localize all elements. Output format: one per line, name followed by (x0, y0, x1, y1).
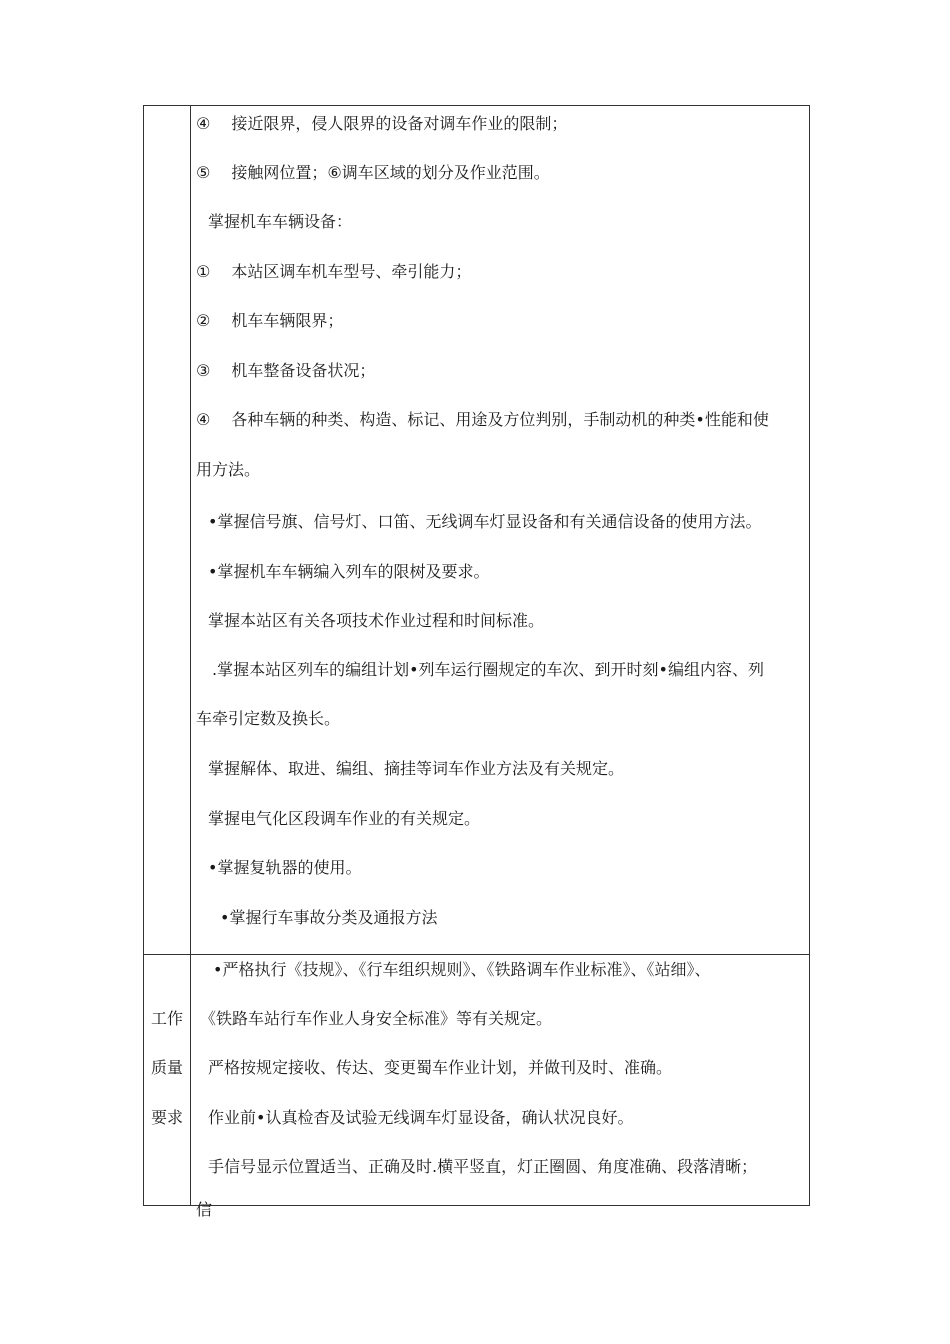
document-table (143, 105, 810, 1219)
text-line: 掌握机车车辆设备： (208, 212, 353, 231)
text-line: 掌握本站区有关各项技术作业过程和时间标准。 (208, 611, 545, 630)
text-line: •掌握机车车辆编入列车的限树及要求。 (208, 562, 490, 581)
text-line: •掌握复轨器的使用。 (208, 858, 362, 877)
text-line: 作业前•认真检杳及试验无线调车灯显设备，确认状况良好。 (208, 1108, 634, 1127)
section-label: 工作 (150, 1009, 183, 1028)
text-line: 用方法。 (196, 460, 261, 479)
text-line: 《铁路车站行车作业人身安全标准》等有关规定。 (200, 1009, 553, 1028)
text-line: 车牵引定数及换长。 (196, 709, 341, 728)
text-line: •掌握行车事故分类及通报方法 (220, 908, 438, 927)
text-line: ④ 各种车辆的种类、构造、标记、用途及方位判别，手制动机的种类•性能和使 (196, 410, 769, 429)
section-label: 要求 (150, 1108, 183, 1127)
text-line: •严格执行《技规》、《行车组织规则》、《铁路调车作业标准》、《站细》、 (213, 960, 711, 979)
text-line: •掌握信号旗、信号灯、口笛、无线调车灯显设备和有关通信设备的使用方法。 (208, 512, 762, 531)
text-line: ④ 接近限界，侵人限界的设备对调车作业的限制； (196, 114, 568, 133)
text-line: 信 (196, 1200, 213, 1219)
text-line: 严格按规定接收、传达、变更蜀车作业计划，并做刊及时、准确。 (208, 1058, 673, 1077)
text-line: .掌握本站区列车的编组计划•列车运行圈规定的车次、到开时刻•编组内容、列 (212, 660, 764, 679)
text-line: 手信号显示位置适当、正确及时.横平竖直，灯正圈圆、角度准确、段落清晰； (208, 1157, 758, 1176)
section-label: 质量 (150, 1058, 183, 1077)
text-line: ① 本站区调车机车型号、牵引能力； (196, 262, 472, 281)
text-line: ⑤ 接触网位置；⑥调车区域的划分及作业范围。 (196, 163, 550, 182)
text-line: 掌握电气化区段调车作业的有关规定。 (208, 809, 481, 828)
text-line: ② 机车车辆限界； (196, 311, 344, 330)
section2-content (191, 955, 809, 1219)
text-line: 掌握解体、取进、编组、摘挂等词车作业方法及有关规定。 (208, 759, 625, 778)
text-line: ③ 机车整备设备状况； (196, 361, 376, 380)
